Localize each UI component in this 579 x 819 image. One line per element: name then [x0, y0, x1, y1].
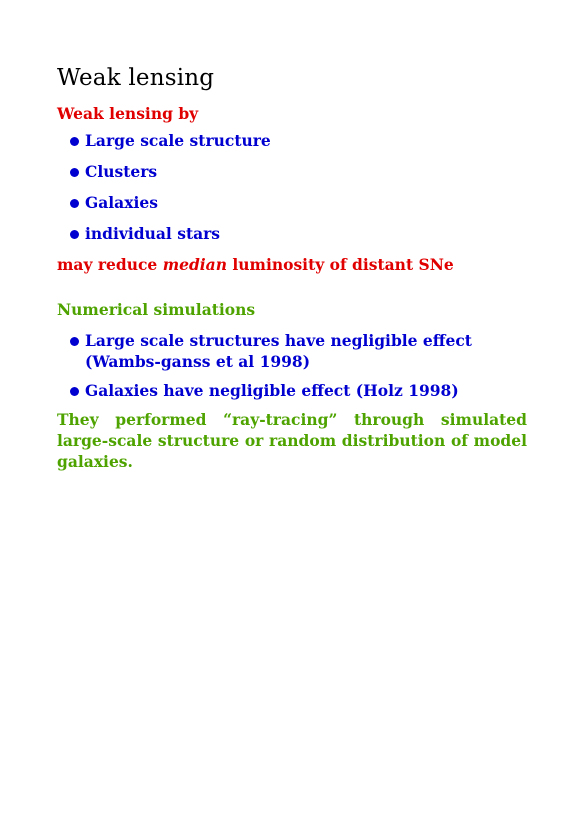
- list-item: [57, 330, 527, 372]
- bullet-dot-icon: [70, 199, 79, 208]
- bullet-dot-icon: [70, 337, 79, 346]
- bullet-dot-icon: [70, 387, 79, 396]
- section-heading-simulations: Numerical simulations: [57, 300, 256, 319]
- conclusion-text: They performed “ray-tracing” through simulated large-scale structure or random distribution of model galaxies.: [57, 410, 527, 471]
- summary-emphasis: median: [162, 255, 227, 274]
- list-item: [57, 380, 527, 401]
- slide-title: Weak lensing: [57, 65, 215, 91]
- list-item-label: Galaxies have negligible effect (Holz 1998): [85, 381, 459, 400]
- list-item-label: individual stars: [85, 224, 221, 243]
- summary-before: may reduce: [57, 255, 163, 274]
- simulations-bullet-list: [57, 330, 527, 401]
- list-item-label: Large scale structures have negligible effect (Wambs-ganss et al 1998): [85, 331, 472, 371]
- bullet-dot-icon: [70, 137, 79, 146]
- list-item-label: Galaxies: [85, 193, 158, 212]
- list-item-label: Clusters: [85, 162, 158, 181]
- summary-after: luminosity of distant SNe: [227, 255, 454, 274]
- list-item-label: Large scale structure: [85, 131, 271, 150]
- list-item: [57, 192, 527, 213]
- summary-text: [57, 254, 527, 275]
- bullet-dot-icon: [70, 168, 79, 177]
- lensing-bullet-list: [57, 130, 527, 244]
- intro-text: Weak lensing by: [57, 104, 199, 123]
- list-item: [57, 161, 527, 182]
- slide-page: [57, 62, 527, 472]
- list-item: [57, 130, 527, 151]
- bullet-dot-icon: [70, 230, 79, 239]
- list-item: [57, 223, 527, 244]
